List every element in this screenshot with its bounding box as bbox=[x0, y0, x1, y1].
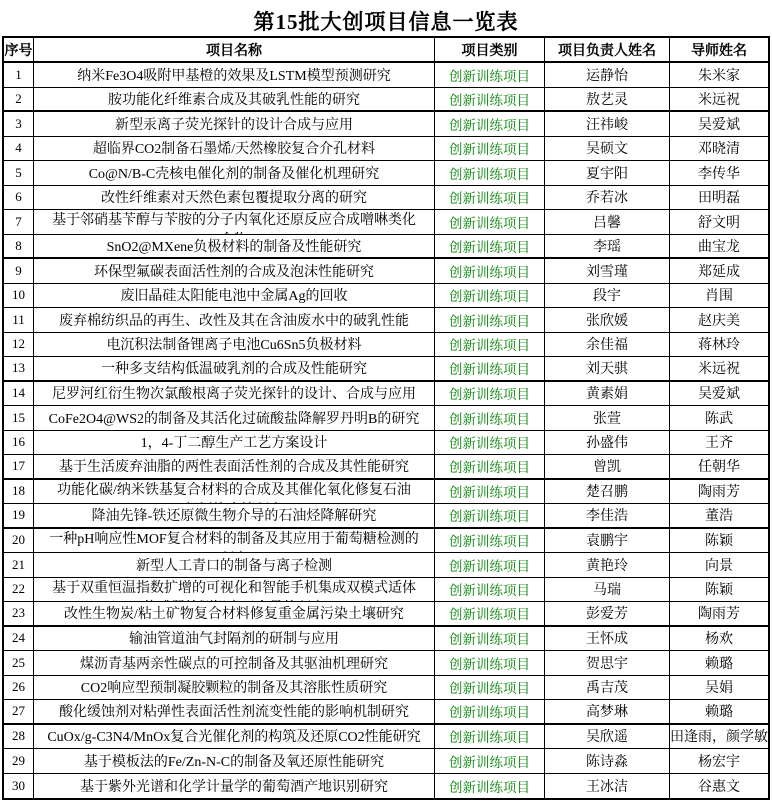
row-index: 10 bbox=[4, 284, 34, 308]
project-name-cell bbox=[34, 308, 435, 332]
project-name: CoFe2O4@WS2的制备及其活化过硫酸盐降解罗丹明B的研究 bbox=[48, 411, 420, 427]
project-leader-cell: 汪祎峻 bbox=[545, 112, 670, 136]
mentor-name-cell: 吴娟 bbox=[705, 681, 733, 697]
projects-table bbox=[2, 36, 770, 800]
mentor-name-cell: 米远祝 bbox=[698, 362, 740, 378]
project-name-cell bbox=[34, 235, 435, 258]
row-index: 19 bbox=[4, 504, 34, 527]
header-name: 项目名称 bbox=[34, 38, 435, 61]
project-name-cell bbox=[34, 259, 435, 283]
mentor-name-cell: 舒文明 bbox=[698, 215, 740, 231]
project-leader-cell: 黄素娟 bbox=[545, 382, 670, 406]
project-name-line2 bbox=[36, 599, 432, 602]
project-category-cell: 创新训练项目 bbox=[435, 186, 545, 210]
project-leader-cell: 贺思宇 bbox=[545, 651, 670, 675]
project-name-cell bbox=[34, 357, 435, 380]
table-row bbox=[4, 357, 768, 382]
mentor-name-cell: 任朝华 bbox=[698, 460, 740, 476]
project-leader-cell: 楚召鹏 bbox=[545, 480, 670, 504]
mentor-name-cell: 杨宏宇 bbox=[698, 754, 740, 770]
mentor-name-cell: 赵庆美 bbox=[698, 313, 740, 329]
mentor-name-cell: 谷惠文 bbox=[698, 779, 740, 795]
table-row bbox=[4, 112, 768, 137]
project-name-cell bbox=[34, 284, 435, 308]
table-row bbox=[4, 455, 768, 480]
project-name: 新型人工青口的制备与离子检测 bbox=[136, 558, 332, 574]
mentor-name-cell: 陈颖 bbox=[705, 534, 733, 550]
mentor-name-cell: 向景 bbox=[705, 558, 733, 574]
mentor-name-cell: 董浩 bbox=[705, 509, 733, 525]
project-name-cell bbox=[34, 725, 435, 749]
mentor-name-cell: 田逢雨，颜学敏 bbox=[670, 730, 768, 746]
row-index: 20 bbox=[4, 529, 34, 553]
project-name-cell bbox=[34, 161, 435, 185]
project-leader-cell: 刘天骐 bbox=[545, 357, 670, 380]
project-name: 新型汞离子荧光探针的设计合成与应用 bbox=[115, 117, 353, 133]
mentor-name-cell: 肖围 bbox=[705, 289, 733, 305]
table-row bbox=[4, 161, 768, 186]
project-category-cell: 创新训练项目 bbox=[435, 112, 545, 136]
row-index: 24 bbox=[4, 627, 34, 651]
table-row bbox=[4, 63, 768, 88]
project-category-cell: 创新训练项目 bbox=[435, 455, 545, 478]
table-row bbox=[4, 651, 768, 676]
table-row bbox=[4, 88, 768, 113]
header-index: 序号 bbox=[4, 38, 34, 61]
project-name-cell bbox=[34, 88, 435, 111]
table-row bbox=[4, 749, 768, 774]
row-index: 22 bbox=[4, 578, 34, 602]
project-name-cell bbox=[34, 63, 435, 87]
project-name: 改性纤维素对天然色素包覆提取分离的研究 bbox=[101, 191, 367, 207]
row-index: 17 bbox=[4, 455, 34, 478]
mentor-name-cell: 蒋林玲 bbox=[698, 338, 740, 354]
row-index: 30 bbox=[4, 774, 34, 799]
project-name: 环保型氟碳表面活性剂的合成及泡沫性能研究 bbox=[94, 264, 374, 280]
table-row bbox=[4, 553, 768, 578]
project-name-cell bbox=[34, 333, 435, 357]
project-name: 电沉积法制备锂离子电池Cu6Sn5负极材料 bbox=[106, 338, 362, 354]
mentor-name-cell: 郑延成 bbox=[698, 264, 740, 280]
project-leader-cell: 段宇 bbox=[545, 284, 670, 308]
project-category-cell: 创新训练项目 bbox=[435, 259, 545, 283]
project-category-cell: 创新训练项目 bbox=[435, 725, 545, 749]
project-category-cell: 创新训练项目 bbox=[435, 627, 545, 651]
project-name: 降油先锋-铁还原微生物介导的石油烃降解研究 bbox=[91, 509, 377, 525]
row-index: 16 bbox=[4, 431, 34, 455]
mentor-name-cell: 吴爱斌 bbox=[698, 387, 740, 403]
project-name: 煤沥青基两亲性碳点的可控制备及其驱油机理研究 bbox=[80, 656, 388, 672]
project-name: CuOx/g-C3N4/MnOx复合光催化剂的构筑及还原CO2性能研究 bbox=[47, 730, 421, 746]
project-category-cell: 创新训练项目 bbox=[435, 357, 545, 380]
table-row bbox=[4, 186, 768, 211]
project-category-cell: 创新训练项目 bbox=[435, 63, 545, 87]
project-category-cell: 创新训练项目 bbox=[435, 504, 545, 527]
row-index: 5 bbox=[4, 161, 34, 185]
project-leader-cell: 夏宇阳 bbox=[545, 161, 670, 185]
project-name-cell bbox=[34, 455, 435, 478]
project-category-cell: 创新训练项目 bbox=[435, 88, 545, 111]
project-name: 废旧晶硅太阳能电池中金属Ag的回收 bbox=[120, 289, 348, 305]
project-name: 一种pH响应性MOF复合材料的制备及其应用于葡萄糖检测的 bbox=[49, 531, 419, 547]
project-name: 基于紫外光谱和化学计量学的葡萄酒产地识别研究 bbox=[80, 779, 388, 795]
header-category: 项目类别 bbox=[435, 38, 545, 61]
mentor-name-cell: 赖璐 bbox=[705, 705, 733, 721]
row-index: 9 bbox=[4, 259, 34, 283]
project-leader-cell: 吴欣遥 bbox=[545, 725, 670, 749]
project-leader-cell: 孙盛伟 bbox=[545, 431, 670, 455]
project-leader-cell: 吴硕文 bbox=[545, 137, 670, 161]
table-row bbox=[4, 602, 768, 627]
project-name: 尼罗河红衍生物次氯酸根离子荧光探针的设计、合成与应用 bbox=[52, 387, 416, 403]
table-row bbox=[4, 431, 768, 456]
project-name: 输油管道油气封隔剂的研制与应用 bbox=[129, 632, 339, 648]
project-name: 基于生活废弃油脂的两性表面活性剂的合成及其性能研究 bbox=[59, 460, 409, 476]
table-row bbox=[4, 480, 768, 505]
project-leader-cell: 余佳福 bbox=[545, 333, 670, 357]
project-name: 酸化缓蚀剂对粘弹性表面活性剂流变性能的影响机制研究 bbox=[59, 705, 409, 721]
row-index: 14 bbox=[4, 382, 34, 406]
project-category-cell: 创新训练项目 bbox=[435, 480, 545, 504]
project-name: 基于双重恒温指数扩增的可视化和智能手机集成双模式适体 bbox=[52, 580, 416, 596]
project-leader-cell: 李佳浩 bbox=[545, 504, 670, 527]
project-category-cell: 创新训练项目 bbox=[435, 578, 545, 602]
project-leader-cell: 运静怡 bbox=[545, 63, 670, 87]
row-index: 2 bbox=[4, 88, 34, 111]
project-leader-cell: 张欣媛 bbox=[545, 308, 670, 332]
project-name-cell bbox=[34, 676, 435, 700]
project-leader-cell: 马瑞 bbox=[545, 578, 670, 602]
table-row bbox=[4, 210, 768, 235]
project-name: 基于邻硝基苄醇与苄胺的分子内氧化还原反应合成噌啉类化 bbox=[52, 213, 416, 228]
project-name-cell bbox=[34, 210, 435, 234]
table-row bbox=[4, 406, 768, 431]
mentor-name-cell: 李传华 bbox=[698, 166, 740, 182]
project-category-cell: 创新训练项目 bbox=[435, 235, 545, 258]
project-name-cell bbox=[34, 627, 435, 651]
table-row bbox=[4, 504, 768, 529]
mentor-name-cell: 赖璐 bbox=[705, 656, 733, 672]
project-category-cell: 创新训练项目 bbox=[435, 284, 545, 308]
table-row bbox=[4, 676, 768, 701]
project-name: 废弃棉纺织品的再生、改性及其在含油废水中的破乳性能 bbox=[59, 313, 409, 329]
project-name: Co@N/B-C壳核电催化剂的制备及催化机理研究 bbox=[88, 166, 380, 182]
project-category-cell: 创新训练项目 bbox=[435, 749, 545, 773]
project-category-cell: 创新训练项目 bbox=[435, 529, 545, 553]
project-category-cell: 创新训练项目 bbox=[435, 161, 545, 185]
row-index: 6 bbox=[4, 186, 34, 210]
table-row bbox=[4, 578, 768, 603]
project-leader-cell: 敖艺灵 bbox=[545, 88, 670, 111]
project-name: 1，4-丁二醇生产工艺方案设计 bbox=[140, 436, 328, 452]
mentor-name-cell: 米远祝 bbox=[698, 92, 740, 108]
row-index: 12 bbox=[4, 333, 34, 357]
row-index: 7 bbox=[4, 210, 34, 234]
project-name-cell bbox=[34, 700, 435, 723]
mentor-name-cell: 杨欢 bbox=[705, 632, 733, 648]
project-name-cell bbox=[34, 651, 435, 675]
mentor-name-cell: 田明磊 bbox=[698, 191, 740, 207]
row-index: 29 bbox=[4, 749, 34, 773]
table-row bbox=[4, 627, 768, 652]
project-category-cell: 创新训练项目 bbox=[435, 431, 545, 455]
table-header-row bbox=[4, 38, 768, 63]
project-name: SnO2@MXene负极材料的制备及性能研究 bbox=[106, 239, 362, 255]
project-name: 改性生物炭/粘土矿物复合材料修复重金属污染土壤研究 bbox=[64, 607, 404, 623]
row-index: 27 bbox=[4, 700, 34, 723]
project-category-cell: 创新训练项目 bbox=[435, 774, 545, 799]
project-category-cell: 创新训练项目 bbox=[435, 406, 545, 430]
project-name-cell bbox=[34, 578, 435, 602]
project-name-cell bbox=[34, 406, 435, 430]
project-leader-cell: 吕馨 bbox=[545, 210, 670, 234]
row-index: 3 bbox=[4, 112, 34, 136]
mentor-name-cell: 曲宝龙 bbox=[698, 239, 740, 255]
row-index: 4 bbox=[4, 137, 34, 161]
project-leader-cell: 黄艳玲 bbox=[545, 553, 670, 577]
row-index: 25 bbox=[4, 651, 34, 675]
mentor-name-cell: 朱米家 bbox=[698, 68, 740, 84]
project-leader-cell: 张萱 bbox=[545, 406, 670, 430]
table-body bbox=[4, 63, 768, 798]
mentor-name-cell: 陈颖 bbox=[705, 583, 733, 599]
project-name: 纳米Fe3O4吸附甲基橙的效果及LSTM模型预测研究 bbox=[77, 68, 391, 84]
row-index: 26 bbox=[4, 676, 34, 700]
project-name: 功能化碳/纳米铁基复合材料的合成及其催化氧化修复石油 bbox=[57, 482, 411, 498]
project-name-cell bbox=[34, 529, 435, 553]
table-row bbox=[4, 382, 768, 407]
project-name: 一种多支结构低温破乳剂的合成及性能研究 bbox=[101, 362, 367, 378]
header-mentor: 导师姓名 bbox=[691, 43, 747, 59]
project-category-cell: 创新训练项目 bbox=[435, 210, 545, 234]
row-index: 8 bbox=[4, 235, 34, 258]
mentor-name-cell: 吴爱斌 bbox=[698, 117, 740, 133]
mentor-name-cell: 邓晓清 bbox=[698, 142, 740, 158]
table-row bbox=[4, 259, 768, 284]
project-name-cell bbox=[34, 480, 435, 504]
project-leader-cell: 刘雪瑾 bbox=[545, 259, 670, 283]
table-row bbox=[4, 774, 768, 799]
project-name-line2 bbox=[36, 550, 432, 553]
project-name-cell bbox=[34, 431, 435, 455]
row-index: 11 bbox=[4, 308, 34, 332]
row-index: 28 bbox=[4, 725, 34, 749]
row-index: 23 bbox=[4, 602, 34, 625]
project-name-cell bbox=[34, 112, 435, 136]
project-category-cell: 创新训练项目 bbox=[435, 602, 545, 625]
row-index: 13 bbox=[4, 357, 34, 380]
table-row bbox=[4, 333, 768, 358]
project-category-cell: 创新训练项目 bbox=[435, 382, 545, 406]
project-name-cell bbox=[34, 749, 435, 773]
header-leader: 项目负责人姓名 bbox=[545, 38, 670, 61]
table-row bbox=[4, 529, 768, 554]
project-name: 胺功能化纤维素合成及其破乳性能的研究 bbox=[108, 92, 360, 108]
table-row bbox=[4, 700, 768, 725]
project-leader-cell: 高梦琳 bbox=[545, 700, 670, 723]
project-leader-cell: 乔若冰 bbox=[545, 186, 670, 210]
table-row bbox=[4, 308, 768, 333]
project-leader-cell: 袁鹏宇 bbox=[545, 529, 670, 553]
table-row bbox=[4, 725, 768, 750]
table-row bbox=[4, 137, 768, 162]
project-name-cell bbox=[34, 186, 435, 210]
table-row bbox=[4, 284, 768, 309]
project-category-cell: 创新训练项目 bbox=[435, 333, 545, 357]
project-name-line2 bbox=[36, 231, 432, 234]
project-category-cell: 创新训练项目 bbox=[435, 308, 545, 332]
project-name-cell bbox=[34, 602, 435, 625]
row-index: 1 bbox=[4, 63, 34, 87]
project-category-cell: 创新训练项目 bbox=[435, 651, 545, 675]
mentor-name-cell: 王齐 bbox=[705, 436, 733, 452]
project-leader-cell: 王冰洁 bbox=[545, 774, 670, 799]
project-name-line2 bbox=[36, 501, 432, 504]
project-category-cell: 创新训练项目 bbox=[435, 700, 545, 723]
row-index: 15 bbox=[4, 406, 34, 430]
row-index: 18 bbox=[4, 480, 34, 504]
project-name: 基于模板法的Fe/Zn-N-C的制备及氧还原性能研究 bbox=[83, 754, 385, 770]
project-leader-cell: 曾凯 bbox=[545, 455, 670, 478]
project-name-cell bbox=[34, 382, 435, 406]
row-index: 21 bbox=[4, 553, 34, 577]
project-category-cell: 创新训练项目 bbox=[435, 137, 545, 161]
table-row bbox=[4, 235, 768, 260]
project-category-cell: 创新训练项目 bbox=[435, 553, 545, 577]
mentor-name-cell: 陶雨芳 bbox=[698, 607, 740, 623]
project-leader-cell: 王怀成 bbox=[545, 627, 670, 651]
project-leader-cell: 彭爱芳 bbox=[545, 602, 670, 625]
project-name-cell bbox=[34, 137, 435, 161]
project-leader-cell: 禹吉茂 bbox=[545, 676, 670, 700]
project-category-cell: 创新训练项目 bbox=[435, 676, 545, 700]
project-name-cell bbox=[34, 553, 435, 577]
mentor-name-cell: 陶雨芳 bbox=[698, 485, 740, 501]
project-name: 超临界CO2制备石墨烯/天然橡胶复合介孔材料 bbox=[92, 142, 376, 158]
project-name: CO2响应型预制凝胶颗粒的制备及其溶胀性质研究 bbox=[80, 681, 388, 697]
project-name-cell bbox=[34, 774, 435, 799]
project-name-cell bbox=[34, 504, 435, 527]
page-title: 第15批大创项目信息一览表 bbox=[253, 10, 519, 34]
project-leader-cell: 陈诗淼 bbox=[545, 749, 670, 773]
project-leader-cell: 李瑶 bbox=[545, 235, 670, 258]
mentor-name-cell: 陈武 bbox=[705, 411, 733, 427]
